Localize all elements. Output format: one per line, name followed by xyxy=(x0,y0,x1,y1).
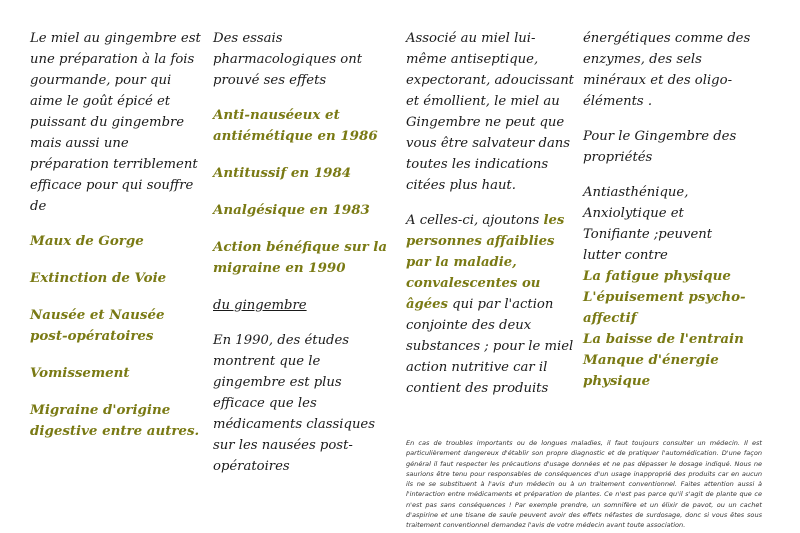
weakened-people-paragraph xyxy=(406,210,576,399)
ginger-subheading: du gingembre xyxy=(213,298,307,313)
effect-antitussive: Antitussif en 1984 xyxy=(213,165,352,181)
ailment-sore-throat: Maux de Gorge xyxy=(30,233,144,249)
ailment-voice-loss: Extinction de Voie xyxy=(30,270,167,286)
benefit-energy: Manque d'énergie physique xyxy=(583,352,719,389)
benefit-fatigue: La fatigue physique xyxy=(583,268,731,284)
column-2 xyxy=(213,28,388,477)
paragraph-end: qui par l'action conjointe des deux substances ; pour le miel action nutritive car il contient des produits xyxy=(406,297,574,396)
energy-paragraph: énergétiques comme des enzymes, des sels minéraux et des oligo-éléments . xyxy=(583,31,751,109)
anxiolytic-paragraph: Antiasthénique, Anxiolytique et Tonifiante ;peuvent lutter contre xyxy=(583,185,713,263)
column-4 xyxy=(583,28,753,392)
benefit-drive: La baisse de l'entrain xyxy=(583,331,744,347)
honey-paragraph: Associé au miel lui-même antiseptique, expectorant, adoucissant et émollient, le miel au Gingembre ne peut que vous être salvateur dans toutes les indications citées plus haut. xyxy=(406,31,574,193)
ailment-vomiting: Vomissement xyxy=(30,365,130,381)
benefit-exhaustion: L'épuisement psycho-affectif xyxy=(583,289,746,326)
effect-migraine: Action bénéfique sur la migraine en 1990 xyxy=(213,239,388,276)
column-3 xyxy=(406,28,576,399)
essays-intro: Des essais pharmacologiques ont prouvé ses effets xyxy=(213,31,363,88)
medical-disclaimer: En cas de troubles importants ou de longues maladies, il faut toujours consulter un médecin. Il est particulièrement dangereux d'établir son propre diagnostic et de pratiquer l'automédication. D'une façon général il faut respecter les précautions d'usage données et ne pas dépasser le dosage indiqué. Nous ne saurions être tenu pour responsables de conséquences d'un usage inapproprié des produits car en aucun ils ne se substituent à l'avis d'un médecin ou à un traitement conventionnel. Faites attention aussi à l'interaction entre médicaments et préparation de plantes. Ce n'est pas parce qu'il s'agit de plante que ce n'est pas sans conséquences ! Par exemple prendre, un somnifère et un élixir de pavot, ou un cachet d'aspirine et une tisane de saule peuvent avoir des effets néfastes de surdosage, donc si vous êtes sous traitement conventionnel demandez l'avis de votre médecin avant toute association. xyxy=(406,439,762,530)
ginger-properties-paragraph: Pour le Gingembre des propriétés xyxy=(583,129,737,165)
column-1 xyxy=(30,28,205,442)
effect-analgesic: Analgésique en 1983 xyxy=(213,202,370,218)
studies-paragraph: En 1990, des études montrent que le gingembre est plus efficace que les médicaments classiques sur les nausées post-opératoires xyxy=(213,333,376,474)
intro-paragraph: Le miel au gingembre est une préparation à la fois gourmande, pour qui aime le goût épicé et puissant du gingembre mais aussi une préparation terriblement efficace pour qui souffre de xyxy=(30,31,201,214)
paragraph-start: A celles-ci, ajoutons xyxy=(406,213,544,228)
weakened-people-highlight: les personnes affaiblies par la maladie, convalescentes ou âgées xyxy=(406,213,565,312)
ailment-migraine: Migraine d'origine digestive entre autres. xyxy=(30,402,200,439)
ailment-nausea: Nausée et Nausée post-opératoires xyxy=(30,307,165,344)
effect-antiemetic: Anti-nauséeux et antiémétique en 1986 xyxy=(213,107,378,144)
